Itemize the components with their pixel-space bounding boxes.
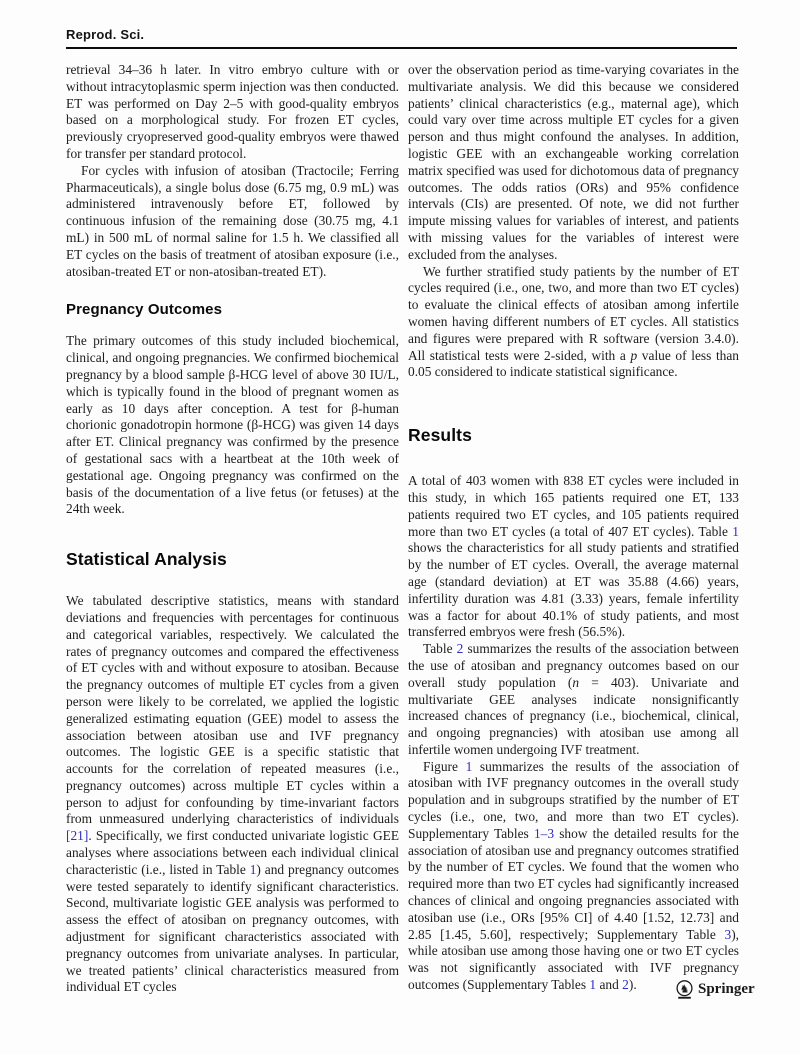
paragraph-atosiban-infusion: For cycles with infusion of atosiban (Tractocile; Ferring Pharmaceuticals), a single bolus dose (6.75 mg, 0.9 mL) was administered intravenously before ET, followed by continuous infusion of the remaining dose (30.75 mg, 4.1 mL) in 500 mL of normal saline for 1.5 h. We classified all ET cycles on the basis of treatment of atosiban exposure (i.e., atosiban-treated ET or non-atosiban-treated ET). — [66, 162, 399, 279]
cross-reference-link[interactable]: 2 — [622, 977, 629, 993]
paragraph-figure1-summary — [408, 759, 739, 994]
right-text-column — [408, 62, 739, 994]
text-segment: shows the characteristics for all study patients and stratified by the number of ET cycles. Overall, the average maternal age (standard deviation) at ET was 35.88 (4.66) years, infertility duration was 4.81 (3.33) years, female infertility was a factor for about 40.1% of study patients, and most transferred embryos were fresh (56.5%). — [408, 540, 739, 640]
header-rule — [66, 47, 737, 49]
text-segment: ) and pregnancy outcomes were tested separately to identify significant characteristics. Second, multivariate logistic GEE analysis was performed to assess the effect of atosiban on pregnancy outcomes, with adjustment for significant characteristics associated with pregnancy outcomes from univariate analyses. In particular, we treated patients’ clinical characteristics measured from individual ET cycles — [66, 861, 399, 995]
publisher-wordmark: Springer — [698, 981, 755, 997]
paragraph-primary-outcomes: The primary outcomes of this study included biochemical, clinical, and ongoing pregnancies. We confirmed biochemical pregnancy by a blood sample β-HCG level of above 30 IU/L, which is typically found in the blood of pregnant women as early as 10 days after conception. A test for β-human chorionic gonadotropin hormone (β-HCG) was given 14 days after ET. Clinical pregnancy was confirmed by the presence of gestational sacs with a heartbeat at the 10th week of gestational age. Ongoing pregnancy was confirmed on the basis of the documentation of a live fetus (or fetuses) at the 24th week. — [66, 333, 399, 517]
text-segment: We tabulated descriptive statistics, means with standard deviations and frequencies with percentages for continuous and categorical variables, respectively. We calculated the rates of pregnancy outcomes and compared the effectiveness of ET cycles with and without exposure to atosiban. Because the pregnancy outcomes of multiple ET cycles from a given person were likely to be correlated, we applied the logistic generalized estimating equation (GEE) model to assess the association between atosiban use and IVF pregnancy outcomes. The logistic GEE is a specific statistic that accounts for the correlation of repeated measures (i.e., pregnancy outcomes) across multiple ET cycles within a person to adjust for confounding by time-invariant factors from unmeasured underlying characteristics of individuals — [66, 593, 399, 827]
text-segment: Figure — [423, 758, 466, 774]
cross-reference-link[interactable]: 1 — [589, 977, 597, 993]
paragraph-table2-summary — [408, 641, 739, 759]
cross-reference-link[interactable]: 1 — [732, 523, 739, 539]
paragraph-statistical-methods — [66, 593, 399, 996]
cross-reference-link[interactable]: 2 — [456, 641, 464, 657]
paragraph-stratification — [408, 264, 739, 382]
paragraph-covariates: over the observation period as time-varying covariates in the multivariate analysis. We did this because we considered patients’ clinical characteristics (e.g., maternal age), which could vary over time across multiple ET cycles for a given person and thus might confound the analyses. In addition, logistic GEE with an exchangeable working correlation matrix specified was used for dichotomous data of pregnancy outcomes. The odds ratios (ORs) and 95% confidence intervals (CIs) are presented. Of note, we did not further impute missing values for variables of interest, and patients with missing values for the variables of interest were excluded from the analyses. — [408, 62, 739, 262]
text-segment: A total of 403 women with 838 ET cycles were included in this study, in which 165 patients required one ET, 133 patients required two ET cycles, and 105 patients required more than two ET cycles (a total of 407 ET cycles). Table — [408, 473, 739, 539]
left-text-column — [66, 62, 399, 996]
running-head-journal-abbreviation: Reprod. Sci. — [66, 27, 145, 42]
text-segment: ), while atosiban use among those having one or two ET cycles was not significantly associated with IVF pregnancy outcomes (Supplementary Tables — [408, 926, 739, 993]
cross-reference-link[interactable]: [21] — [66, 828, 89, 844]
publisher-logo — [676, 980, 755, 999]
text-segment: . Specifically, we first conducted univariate logistic GEE analyses where associations between each individual clinical characteristic (i.e., listed in Table — [66, 828, 399, 877]
text-segment: summarizes the results of the association between the use of atosiban and pregnancy outcomes based on our overall study population ( — [408, 641, 739, 690]
text-segment: summarizes the results of the association of atosiban with IVF pregnancy outcomes in the overall study population and in subgroups stratified by the number of ET cycles (i.e., one, two, and more than two ET cycles). Supplementary Tables — [408, 758, 739, 841]
cross-reference-link[interactable]: 3 — [724, 926, 732, 942]
italic-text: n — [572, 674, 580, 690]
cross-reference-link[interactable]: 1 — [249, 861, 257, 877]
text-segment: = 403). Univariate and multivariate GEE analyses indicate nonsignificantly increased chances of pregnancy (i.e., biochemical, clinical, and ongoing pregnancies) with atosiban use among all infertile women undergoing IVF treatment. — [408, 674, 739, 757]
text-segment: Table — [423, 641, 457, 657]
text-segment: ). — [628, 977, 637, 993]
text-segment: show the detailed results for the association of atosiban use and pregnancy outcomes stratified by the number of ET cycles. We found that the women who required more than two ET cycles had significantly increased chances of clinical and ongoing pregnancies associated with atosiban use (i.e., ORs [95% CI] of 4.40 [1.52, 12.73] and 2.85 [1.45, 5.60], respectively; Supplementary Table — [408, 825, 739, 942]
paragraph-study-population — [408, 473, 739, 641]
heading-results: Results — [408, 425, 472, 446]
heading-pregnancy-outcomes: Pregnancy Outcomes — [66, 301, 223, 319]
cross-reference-link[interactable]: 1 — [465, 758, 473, 774]
cross-reference-link[interactable]: 1–3 — [533, 825, 555, 841]
text-segment: value of less than 0.05 considered to indicate statistical significance. — [408, 347, 739, 380]
springer-horse-icon — [676, 980, 693, 999]
heading-statistical-analysis: Statistical Analysis — [66, 549, 227, 570]
text-segment: and — [596, 977, 623, 993]
italic-text: p — [630, 347, 638, 363]
text-segment: We further stratified study patients by the number of ET cycles required (i.e., one, two, and more than two ET cycles) to evaluate the clinical effects of atosiban among infertile women having different numbers of ET cycles. All statistics and figures were prepared with R software (version 3.4.0). All statistical tests were 2-sided, with a — [408, 263, 739, 363]
svg-text:♞: ♞ — [679, 983, 690, 996]
paragraph-embryo-culture: retrieval 34–36 h later. In vitro embryo culture with or without intracytoplasmic sperm injection was then conducted. ET was performed on Day 2–5 with good-quality embryos based on a morphological study. For frozen ET cycles, previously cryopreserved good-quality embryos were thawed for transfer per standard protocol. — [66, 62, 399, 161]
